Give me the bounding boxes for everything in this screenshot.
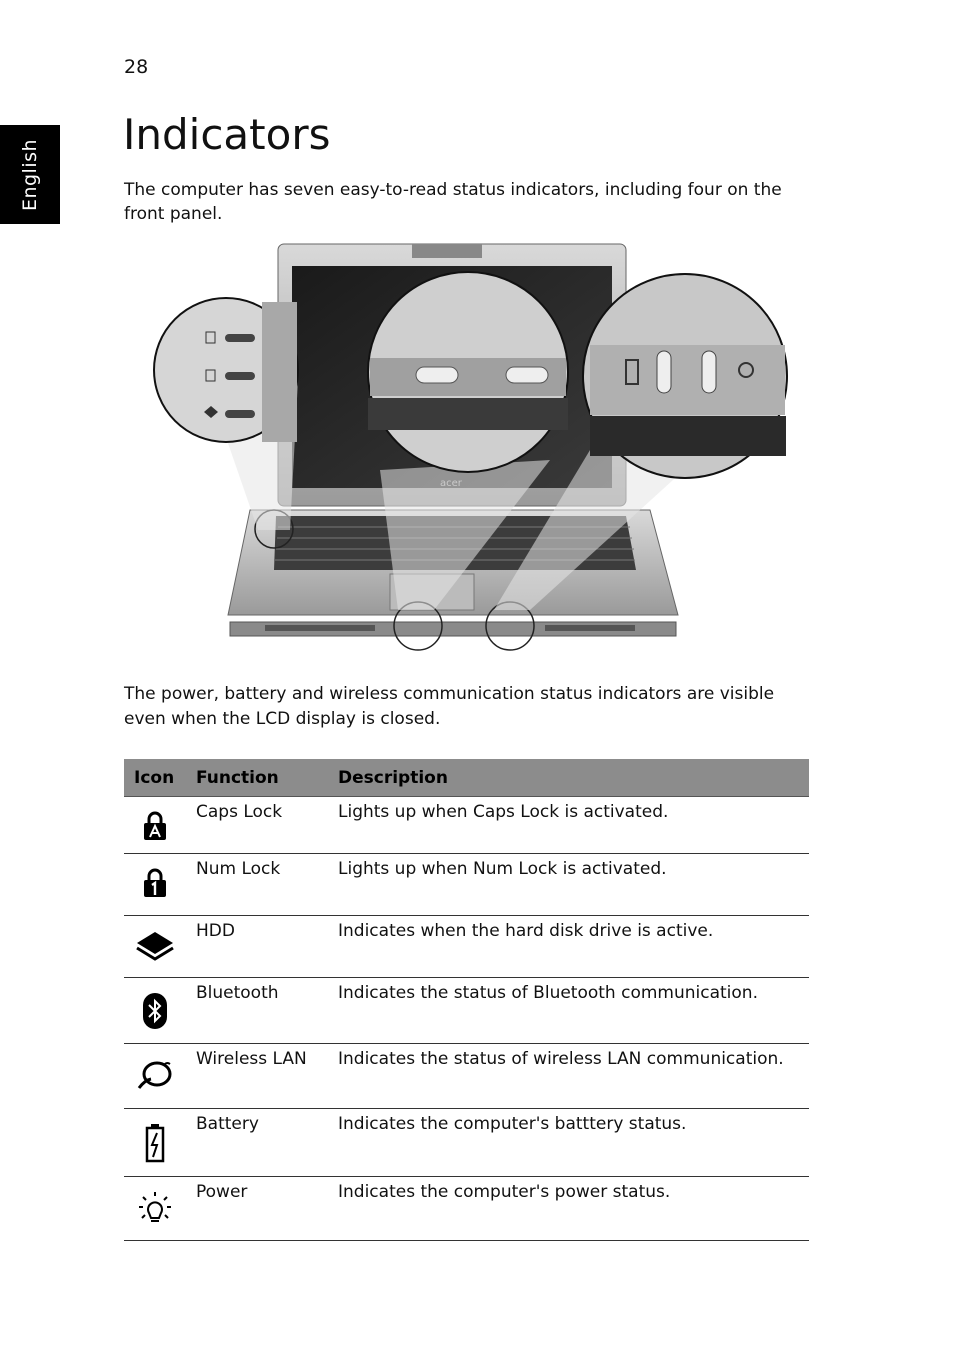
function-cell: Power — [186, 1177, 328, 1241]
language-tab-label: English — [19, 138, 42, 211]
page-title: Indicators — [123, 110, 331, 159]
table-header-row — [124, 759, 809, 797]
function-cell: Battery — [186, 1109, 328, 1177]
power-icon — [137, 1191, 173, 1227]
header-description: Description — [328, 759, 809, 797]
table-row — [124, 854, 809, 916]
language-tab — [0, 125, 60, 224]
function-cell: HDD — [186, 916, 328, 978]
function-cell: Caps Lock — [186, 797, 328, 854]
num-lock-icon — [141, 868, 169, 898]
table-row — [124, 1109, 809, 1177]
function-cell: Wireless LAN — [186, 1044, 328, 1109]
table-row — [124, 1177, 809, 1241]
description-cell: Indicates the status of wireless LAN communication. — [328, 1044, 809, 1109]
description-cell: Lights up when Caps Lock is activated. — [328, 797, 809, 854]
laptop-illustration — [150, 240, 800, 660]
description-cell: Lights up when Num Lock is activated. — [328, 854, 809, 916]
page-number: 28 — [124, 56, 149, 78]
header-function: Function — [186, 759, 328, 797]
function-cell: Num Lock — [186, 854, 328, 916]
hdd-icon — [135, 930, 175, 964]
intro-paragraph: The computer has seven easy-to-read status indicators, including four on the front panel. — [124, 180, 782, 224]
bluetooth-icon — [142, 992, 168, 1030]
battery-icon — [144, 1123, 166, 1163]
note-paragraph: The power, battery and wireless communication status indicators are visible even when the LCD display is closed. — [124, 684, 775, 729]
indicator-table — [124, 759, 809, 1241]
header-icon: Icon — [124, 759, 186, 797]
table-row — [124, 916, 809, 978]
description-cell: Indicates the status of Bluetooth communication. — [328, 978, 809, 1044]
description-cell: Indicates the computer's power status. — [328, 1177, 809, 1241]
description-cell: Indicates the computer's batttery status. — [328, 1109, 809, 1177]
table-row — [124, 978, 809, 1044]
wireless-lan-icon — [135, 1058, 175, 1094]
laptop-figure — [150, 240, 800, 660]
description-cell: Indicates when the hard disk drive is active. — [328, 916, 809, 978]
function-cell: Bluetooth — [186, 978, 328, 1044]
table-row — [124, 1044, 809, 1109]
caps-lock-icon — [141, 811, 169, 841]
table-row — [124, 797, 809, 854]
